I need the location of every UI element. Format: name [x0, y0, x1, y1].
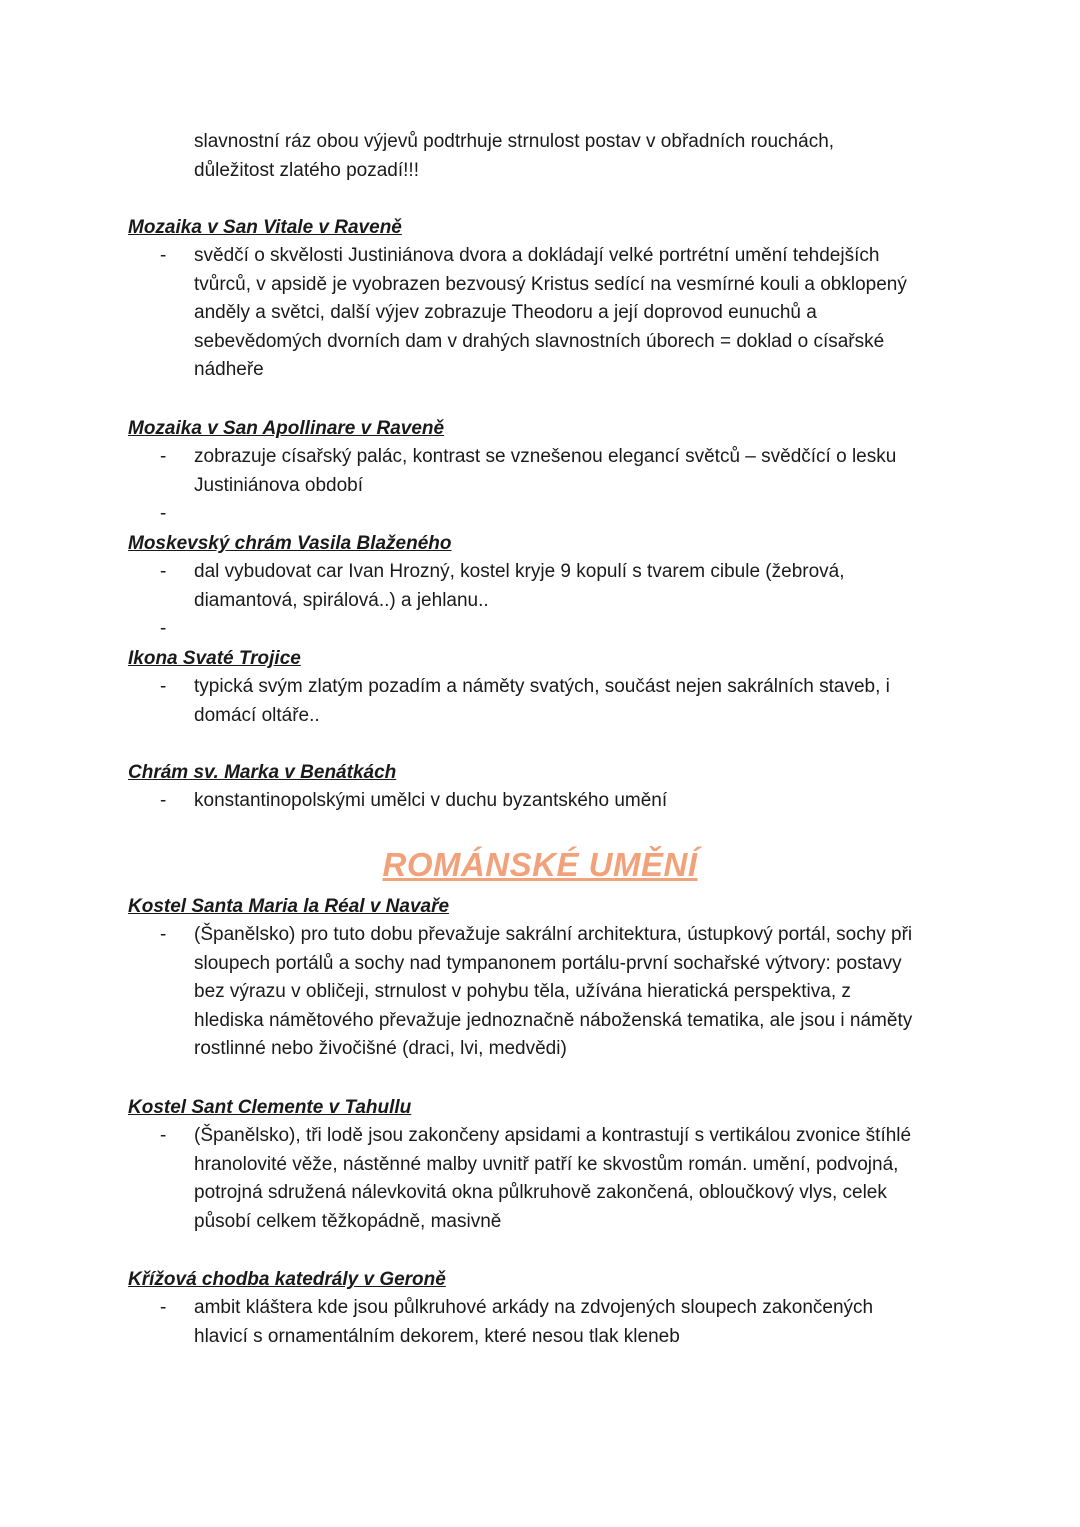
entry-sant-clemente — [128, 1094, 958, 1236]
bullet-dash: - — [160, 561, 167, 582]
entry-heading: Kostel Sant Clemente v Tahullu — [128, 1097, 412, 1118]
entry-line: hlavicí s ornamentálním dekorem, které nesou tlak kleneb — [194, 1325, 680, 1347]
entry-heading: Moskevský chrám Vasila Blaženého — [128, 533, 452, 554]
entry-line: působí celkem těžkopádně, masivně — [194, 1210, 502, 1232]
bullet-item — [128, 673, 958, 730]
bullet-dash: - — [160, 1125, 167, 1146]
section-title-romanske-umeni: ROMÁNSKÉ UMĚNÍ — [382, 846, 698, 883]
entry-san-apollinare — [128, 415, 958, 529]
bullet-dash: - — [160, 924, 167, 945]
entry-line: anděly a světci, další výjev zobrazuje Theodoru a její doprovod eunuchů a — [194, 302, 817, 324]
entry-vasil-blazeny — [128, 530, 958, 644]
intro-line: slavnostní ráz obou výjevů podtrhuje strnulost postav v obřadních rouchách, — [194, 131, 835, 152]
bullet-item — [128, 242, 958, 385]
entry-line: (Španělsko) pro tuto dobu převažuje sakrální architektura, ústupkový portál, sochy při — [194, 924, 913, 945]
entry-line: konstantinopolskými umělci v duchu byzantského umění — [194, 790, 668, 811]
entry-line: dal vybudovat car Ivan Hrozný, kostel kryje 9 kopulí s tvarem cibule (žebrová, — [194, 561, 845, 582]
bullet-dash: - — [160, 618, 167, 640]
bullet-dash: - — [160, 446, 167, 467]
entry-line: tvůrců, v apsidě je vyobrazen bezvousý Kristus sedící na vesmírné kouli a obklopený — [194, 273, 907, 295]
entry-line: (Španělsko), tři lodě jsou zakončeny apsidami a kontrastují s vertikálou zvonice štíhlé — [194, 1125, 912, 1146]
bullet-item — [128, 558, 958, 615]
bullet-item — [128, 1294, 958, 1351]
entry-line: Justiniánova období — [194, 474, 364, 496]
bullet-item — [128, 921, 958, 1064]
entry-line: domácí oltáře.. — [194, 704, 320, 726]
entry-line: sebevědomých dvorních dam v drahých slavnostních úborech = doklad o císařské — [194, 330, 885, 352]
entry-heading: Kostel Santa Maria la Réal v Navaře — [128, 896, 450, 917]
bullet-item-empty — [128, 500, 958, 529]
bullet-dash: - — [160, 790, 167, 811]
entry-line: hlediska námětového převažuje jednoznačně náboženská tematika, ale jsou i náměty — [194, 1009, 913, 1031]
bullet-dash: - — [160, 676, 167, 697]
entry-heading: Mozaika v San Vitale v Raveně — [128, 217, 402, 238]
entry-line: diamantová, spirálová..) a jehlanu.. — [194, 589, 489, 611]
entry-santa-maria — [128, 893, 958, 1064]
bullet-dash: - — [160, 503, 167, 525]
entry-ikona-trojice — [128, 645, 958, 730]
bullet-item — [128, 1122, 958, 1236]
entry-san-vitale — [128, 214, 958, 385]
bullet-item-empty — [128, 615, 958, 644]
entry-heading: Ikona Svaté Trojice — [128, 648, 301, 669]
entry-line: typická svým zlatým pozadím a náměty svatých, součást nejen sakrálních staveb, i — [194, 676, 890, 697]
bullet-item — [128, 443, 958, 500]
entry-krizova-chodba — [128, 1266, 958, 1351]
entry-line: bez výrazu v obličeji, strnulost v pohybu těla, užívána hieratická perspektiva, z — [194, 981, 851, 1003]
entry-heading: Chrám sv. Marka v Benátkách — [128, 762, 397, 783]
intro-paragraph — [194, 128, 834, 185]
bullet-item — [128, 787, 958, 816]
entry-line: sloupech portálů a sochy nad tympanonem portálu-první sochařské výtvory: postavy — [194, 952, 902, 974]
entry-line: ambit kláštera kde jsou půlkruhové arkády na zdvojených sloupech zakončených — [194, 1297, 874, 1318]
entry-line: potrojná sdružená nálevkovitá okna půlkruhově zakončená, obloučkový vlys, celek — [194, 1182, 887, 1204]
entry-heading: Křížová chodba katedrály v Geroně — [128, 1269, 446, 1290]
entry-line: zobrazuje císařský palác, kontrast se vznešenou elegancí světců – svědčící o lesku — [194, 446, 897, 467]
entry-sv-marek — [128, 759, 958, 816]
entry-line: nádheře — [194, 359, 264, 381]
intro-line: důležitost zlatého pozadí!!! — [194, 159, 419, 181]
bullet-dash: - — [160, 1297, 167, 1318]
entry-line: svědčí o skvělosti Justiniánova dvora a dokládají velké portrétní umění tehdejších — [194, 245, 880, 266]
entry-line: rostlinné nebo živočišné (draci, lvi, medvědi) — [194, 1038, 567, 1060]
bullet-dash: - — [160, 245, 167, 266]
entry-heading: Mozaika v San Apollinare v Raveně — [128, 418, 445, 439]
entry-line: hranolovité věže, nástěnné malby uvnitř patří ke skvostům román. umění, podvojná, — [194, 1153, 899, 1175]
